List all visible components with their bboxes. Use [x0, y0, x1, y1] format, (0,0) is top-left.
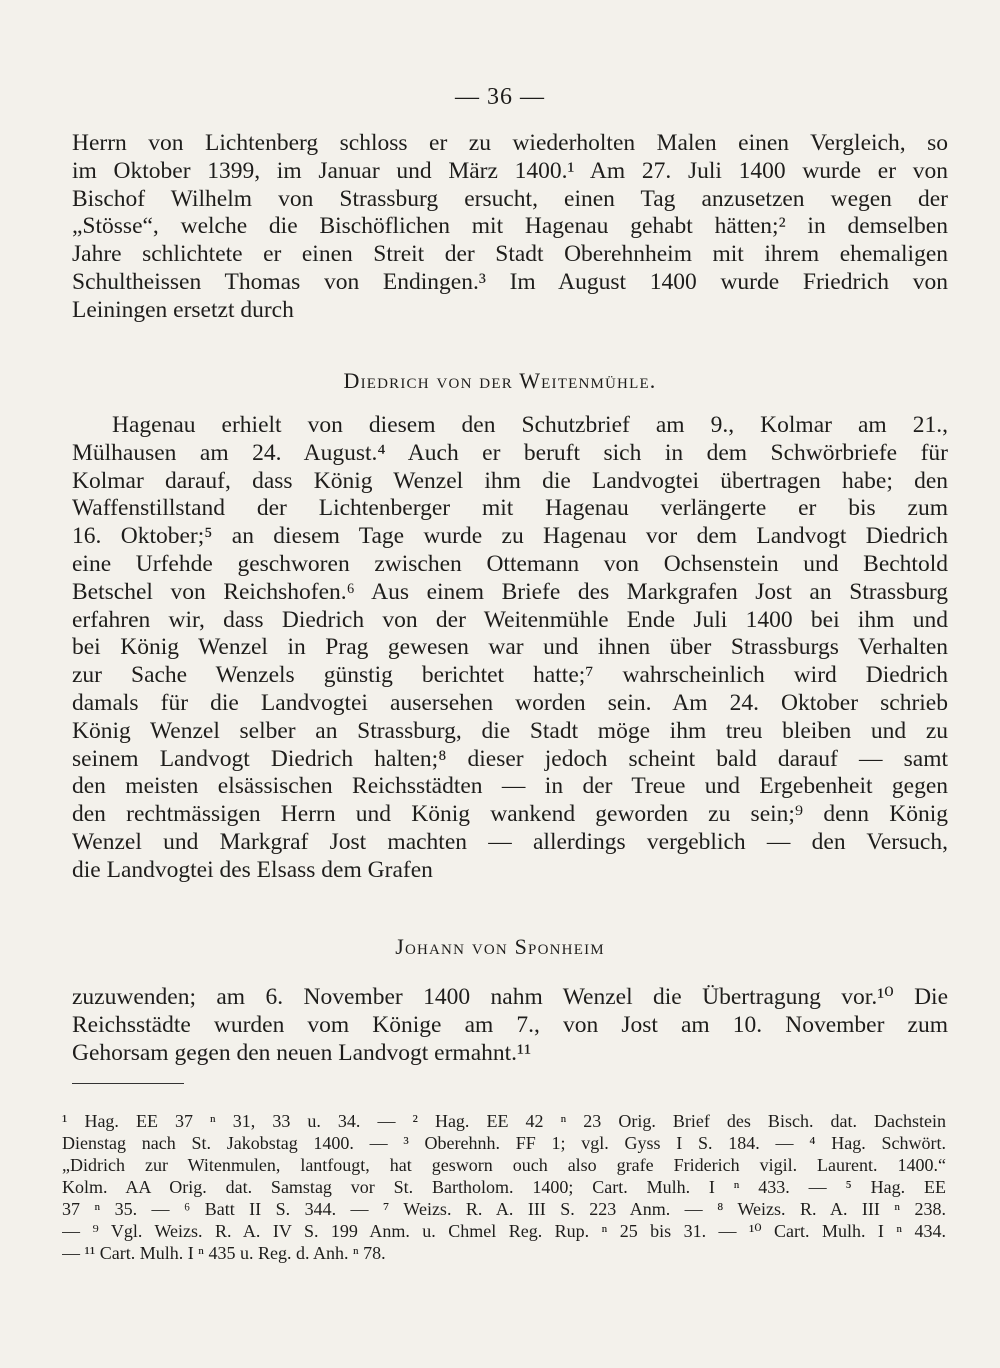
text-line: Jahre schlichtete er einen Streit der Stadt Oberehnheim mit ihrem ehemaligen	[72, 241, 948, 268]
section-heading-diedrich: Diedrich von der Weitenmühle.	[343, 368, 657, 393]
text-line: Waffenstillstand der Lichtenberger mit Hagenau verlängerte er bis zum	[72, 495, 948, 522]
footnote-line: 37 ⁿ 35. — ⁶ Batt II S. 344. — ⁷ Weizs. R. A. III S. 223 Anm. — ⁸ Weizs. R. A. III ⁿ 238.	[62, 1199, 946, 1219]
text-line: eine Urfehde geschworen zwischen Ottemann von Ochsenstein und Bechtold	[72, 550, 948, 577]
text-line: Leiningen ersetzt durch	[72, 296, 294, 323]
text-line: König Wenzel selber an Strassburg, die Stadt möge ihm treu bleiben und zu	[72, 717, 948, 744]
text-line: bei König Wenzel in Prag gewesen war und ihnen über Strassburgs Verhalten	[72, 634, 948, 661]
text-line: „Stösse“, welche die Bischöflichen mit Hagenau gehabt hätten;² in demselben	[72, 213, 948, 240]
footnotes	[62, 1110, 946, 1264]
text-line: zur Sache Wenzels günstig berichtet hatte;⁷ wahrscheinlich wird Diedrich	[72, 662, 948, 689]
footnote-line: Dienstag nach St. Jakobstag 1400. — ³ Oberehnh. FF 1; vgl. Gyss I S. 184. — ⁴ Hag. Schwört.	[62, 1133, 946, 1153]
text-line: Gehorsam gegen den neuen Landvogt ermahnt.¹¹	[72, 1039, 532, 1066]
text-line: Bischof Wilhelm von Strassburg ersucht, einen Tag anzusetzen wegen der	[72, 185, 948, 212]
text-line: damals für die Landvogtei ausersehen worden sein. Am 24. Oktober schrieb	[72, 689, 948, 716]
text-line: die Landvogtei des Elsass dem Grafen	[72, 856, 433, 883]
paragraph-2	[72, 412, 948, 885]
text-line: Wenzel und Markgraf Jost machten — allerdings vergeblich — den Versuch,	[72, 828, 948, 855]
footnote-line: Kolm. AA Orig. dat. Samstag vor St. Bartholom. 1400; Cart. Mulh. I ⁿ 433. — ⁵ Hag. EE	[62, 1177, 946, 1197]
text-line: Betschel von Reichshofen.⁶ Aus einem Briefe des Markgrafen Jost an Strassburg	[72, 578, 948, 605]
text-line: den meisten elsässischen Reichsstädten — in der Treue und Ergebenheit gegen	[72, 773, 948, 800]
section-heading-johann: Johann von Sponheim	[395, 934, 605, 959]
text-line: erfahren wir, dass Diedrich von der Weitenmühle Ende Juli 1400 bei ihm und	[72, 606, 948, 633]
text-line: im Oktober 1399, im Januar und März 1400.¹ Am 27. Juli 1400 wurde er von	[72, 157, 948, 184]
text-line: Mülhausen am 24. August.⁴ Auch er beruft sich in dem Schwörbriefe für	[72, 439, 948, 466]
text-line: 16. Oktober;⁵ an diesem Tage wurde zu Hagenau vor dem Landvogt Diedrich	[72, 523, 948, 550]
text-line: zuzuwenden; am 6. November 1400 nahm Wenzel die Übertragung vor.¹⁰ Die	[72, 984, 948, 1010]
text-line: Herrn von Lichtenberg schloss er zu wiederholten Malen einen Vergleich, so	[72, 130, 948, 156]
footnote-separator	[72, 1083, 184, 1084]
text-line: den rechtmässigen Herrn und König wankend geworden zu sein;⁹ denn König	[72, 801, 948, 828]
paragraph-3	[72, 984, 948, 1067]
page-number: — 36 —	[455, 84, 545, 110]
footnote-line: ¹ Hag. EE 37 ⁿ 31, 33 u. 34. — ² Hag. EE 42 ⁿ 23 Orig. Brief des Bisch. dat. Dachstein	[62, 1111, 946, 1131]
text-line: Kolmar darauf, dass König Wenzel ihm die Landvogtei übertragen habe; den	[72, 467, 948, 494]
footnote-line: — ⁹ Vgl. Weizs. R. A. IV S. 199 Anm. u. Chmel Reg. Rup. ⁿ 25 bis 31. — ¹⁰ Cart. Mulh. I ⁿ 434.	[62, 1221, 946, 1241]
paragraph-1	[72, 130, 948, 325]
footnote-line: „Didrich zur Witenmulen, lantfougt, hat gesworn ouch also grafe Friderich vigil. Laurent. 1400.“	[62, 1155, 946, 1175]
text-line: Hagenau erhielt von diesem den Schutzbrief am 9., Kolmar am 21.,	[112, 412, 948, 438]
footnote-line: — ¹¹ Cart. Mulh. I ⁿ 435 u. Reg. d. Anh. ⁿ 78.	[62, 1243, 386, 1263]
text-line: Reichsstädte wurden vom Könige am 7., von Jost am 10. November zum	[72, 1011, 948, 1038]
text-line: seinem Landvogt Diedrich halten;⁸ dieser jedoch scheint bald darauf — samt	[72, 745, 948, 772]
text-line: Schultheissen Thomas von Endingen.³ Im August 1400 wurde Friedrich von	[72, 268, 948, 295]
